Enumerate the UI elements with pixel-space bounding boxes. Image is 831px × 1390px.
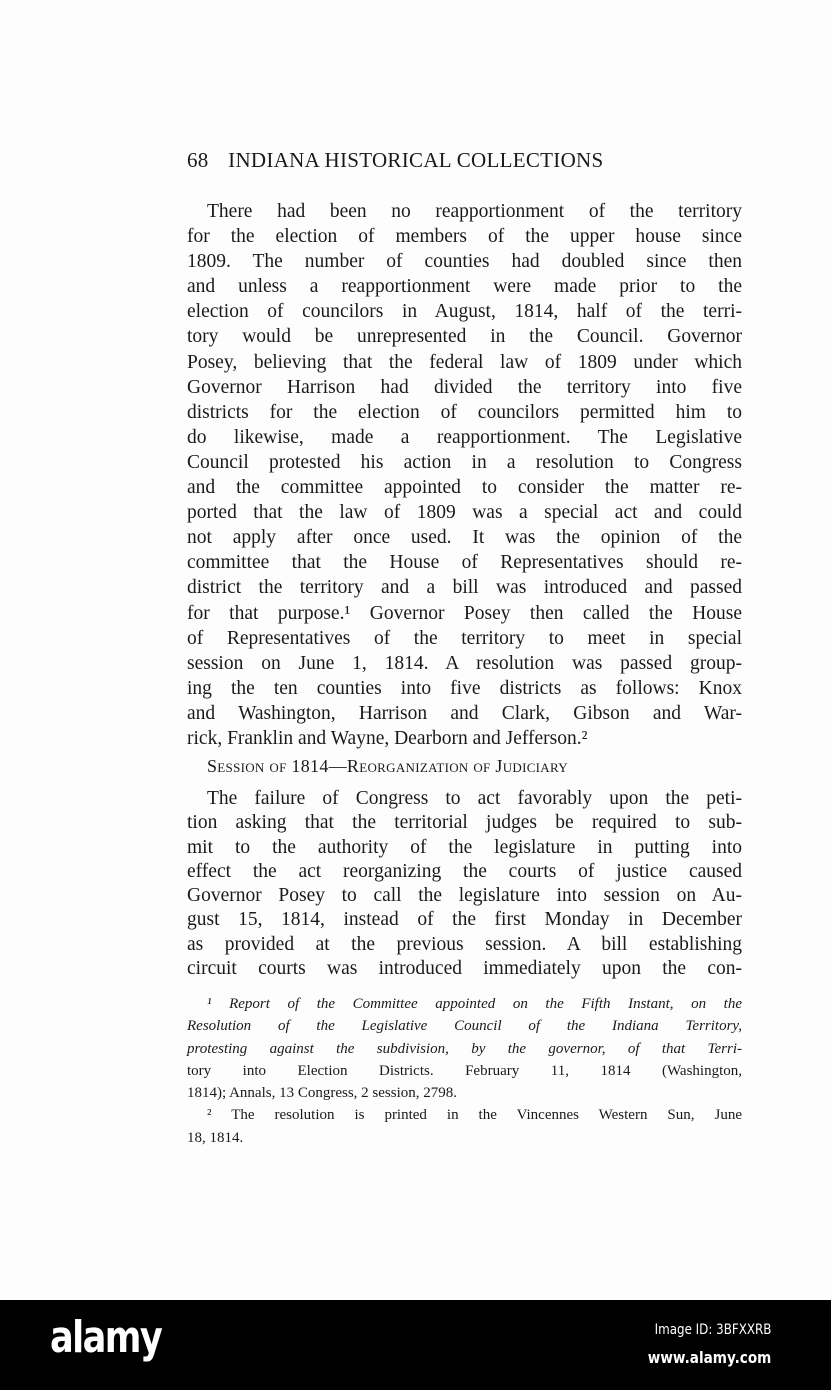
text-line: Governor Posey to call the legislature into session on Au- xyxy=(187,885,742,907)
text-line: Council protested his action in a resolution to Congress xyxy=(187,451,742,473)
text-line: for that purpose.¹ Governor Posey then called the House xyxy=(187,602,742,624)
paragraph-session-1814 xyxy=(187,787,742,981)
alamy-logo: alamy xyxy=(50,1312,162,1363)
image-id: Image ID: 3BFXXRB xyxy=(654,1322,771,1338)
footnote-line: Resolution of the Legislative Council of the Indiana Territory, xyxy=(187,1018,742,1035)
text-line: do likewise, made a reapportionment. The Legislative xyxy=(187,426,742,448)
text-line: 1809. The number of counties had doubled since then xyxy=(187,251,742,273)
text-line: committee that the House of Representatives should re- xyxy=(187,552,742,574)
text-line: for the election of members of the upper house since xyxy=(187,226,742,248)
text-line: not apply after once used. It was the opinion of the xyxy=(187,527,742,549)
website: www.alamy.com xyxy=(647,1348,771,1367)
text-line: districts for the election of councilors permitted him to xyxy=(187,401,742,423)
text-line: election of councilors in August, 1814, half of the terri- xyxy=(187,301,742,323)
paragraph-reapportionment xyxy=(187,199,742,751)
text-line: tory would be unrepresented in the Council. Governor xyxy=(187,326,742,348)
text-line: mit to the authority of the legislature in putting into xyxy=(187,836,742,858)
footnote-line: 18, 1814. xyxy=(187,1129,244,1146)
text-line: as provided at the previous session. A bill establishing xyxy=(187,933,742,955)
footnote-line: protesting against the subdivision, by the governor, of that Terri- xyxy=(187,1040,742,1057)
text-line: rick, Franklin and Wayne, Dearborn and Jefferson.² xyxy=(187,727,588,749)
text-line: district the territory and a bill was introduced and passed xyxy=(187,577,742,599)
text-line: gust 15, 1814, instead of the first Monday in December xyxy=(187,909,742,931)
text-line: and unless a reapportionment were made prior to the xyxy=(187,276,742,298)
footnote-line: ² The resolution is printed in the Vincennes Western Sun, June xyxy=(207,1107,742,1124)
text-line: Posey, believing that the federal law of 1809 under which xyxy=(187,351,742,373)
running-head xyxy=(187,148,747,173)
text-line: effect the act reorganizing the courts of justice caused xyxy=(187,860,742,882)
footnote-line: ¹ Report of the Committee appointed on the Fifth Instant, on the xyxy=(207,996,742,1012)
text-line: There had been no reapportionment of the territory xyxy=(207,201,742,222)
section-heading: Session of 1814—Reorganization of Judiciary xyxy=(207,756,568,776)
footnote-line: 1814); Annals, 13 Congress, 2 session, 2798. xyxy=(187,1085,457,1102)
text-line: tion asking that the territorial judges be required to sub- xyxy=(187,812,742,834)
text-line: The failure of Congress to act favorably upon the peti- xyxy=(207,788,742,809)
text-line: circuit courts was introduced immediately upon the con- xyxy=(187,958,742,980)
book-title: INDIANA HISTORICAL COLLECTIONS xyxy=(228,148,604,172)
footnotes xyxy=(187,993,742,1149)
text-line: and the committee appointed to consider the matter re- xyxy=(187,477,742,499)
page-number: 68 xyxy=(187,148,209,172)
text-line: and Washington, Harrison and Clark, Gibson and War- xyxy=(187,702,742,724)
footnote-line: tory into Election Districts. February 11, 1814 (Washington, xyxy=(187,1062,742,1079)
text-line: session on June 1, 1814. A resolution was passed group- xyxy=(187,652,742,674)
text-line: ing the ten counties into five districts as follows: Knox xyxy=(187,677,742,699)
watermark-footer xyxy=(0,1300,831,1390)
text-line: ported that the law of 1809 was a special act and could xyxy=(187,502,742,524)
text-line: of Representatives of the territory to meet in special xyxy=(187,627,742,649)
text-line: Governor Harrison had divided the territory into five xyxy=(187,376,742,398)
